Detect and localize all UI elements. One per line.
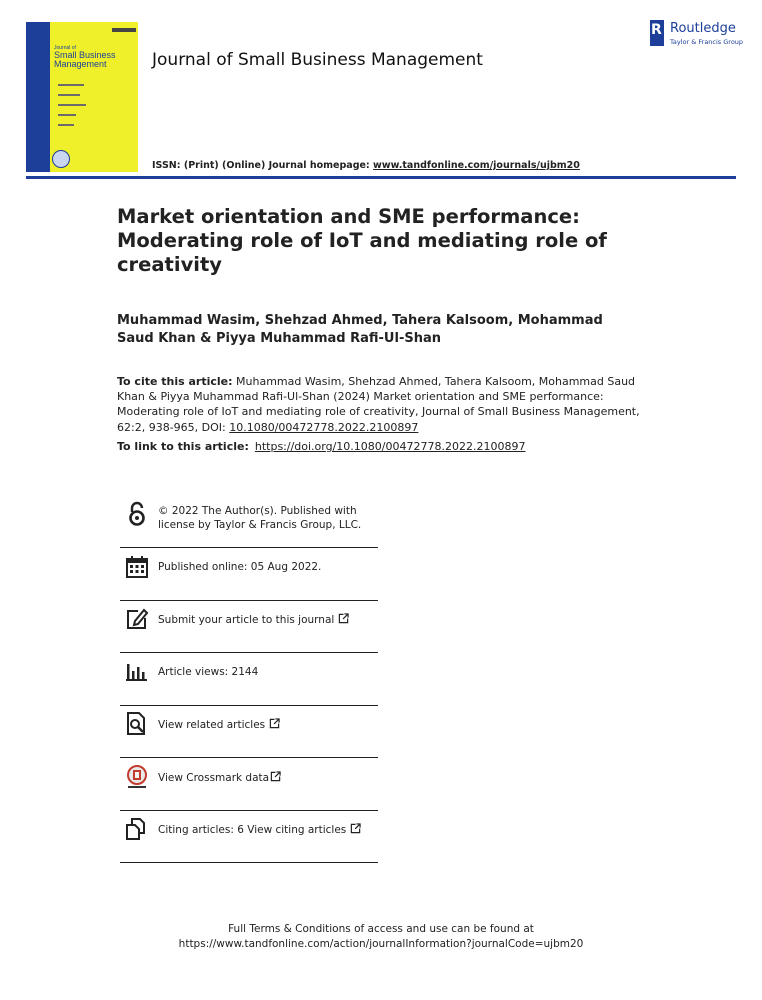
crossmark-link[interactable]: [158, 771, 373, 786]
external-link-icon: [269, 718, 280, 729]
citation-block: [117, 374, 662, 435]
related-text: View related articles: [158, 719, 266, 731]
article-title: Market orientation and SME performance: Moderating role of IoT and mediating role of creativity: [117, 205, 607, 276]
related-link[interactable]: [158, 718, 373, 733]
submit-item[interactable]: [120, 602, 378, 653]
publisher-name: Routledge: [670, 21, 736, 36]
cover-title: [54, 46, 138, 69]
cite-text: Muhammad Wasim, Shehzad Ahmed, Tahera Kalsoom, Mohammad Saud Khan & Piyya Muhammad Rafi-Ul-Shan (2024) Market orientation and SME performance: Moderating role of IoT and mediating role of creativity, Journal of Small Business Management, 62:2, 938-965, DOI:: [117, 375, 640, 434]
external-link-icon: [350, 823, 361, 834]
routledge-mark-icon: R: [650, 20, 664, 46]
link-label: To link to this article:: [117, 440, 249, 453]
citing-item[interactable]: [120, 812, 378, 863]
article-info-list: [120, 497, 378, 865]
crossmark-item[interactable]: [120, 760, 378, 811]
open-access-icon: [124, 501, 150, 527]
article-doi-link[interactable]: https://doi.org/10.1080/00472778.2022.2100897: [254, 440, 526, 453]
crossmark-text: View Crossmark data: [158, 771, 270, 784]
crossmark-icon: [124, 764, 150, 790]
header-divider: [26, 176, 736, 179]
issn-line: [152, 160, 580, 171]
cite-doi-link[interactable]: 10.1080/00472778.2022.2100897: [229, 420, 419, 434]
cover-title-line1: Journal of: [54, 45, 76, 51]
citing-link[interactable]: [158, 823, 373, 838]
submit-link[interactable]: [158, 613, 373, 628]
citing-articles-icon: [124, 816, 150, 842]
submit-text: Submit your article to this journal: [158, 614, 335, 626]
footer-terms-link[interactable]: https://www.tandfonline.com/action/journalInformation?journalCode=ujbm20: [178, 937, 584, 950]
terms-footer: [0, 922, 762, 951]
publisher-subtitle: Taylor & Francis Group: [670, 38, 744, 46]
views-text: Article views: 2144: [158, 665, 259, 678]
publisher-logo[interactable]: [650, 20, 750, 50]
footer-line1: Full Terms & Conditions of access and use can be found at: [228, 923, 534, 935]
link-line: [117, 440, 525, 453]
issn-text: ISSN: (Print) (Online) Journal homepage:: [152, 160, 374, 171]
cover-title-line2: Small Business Management: [54, 50, 116, 69]
license-item: [120, 497, 378, 548]
cover-seal-icon: [52, 150, 70, 168]
published-text: Published online: 05 Aug 2022.: [158, 560, 322, 573]
citing-text: Citing articles: 6 View citing articles: [158, 824, 347, 836]
calendar-icon: [124, 554, 150, 580]
edit-icon: [124, 606, 150, 632]
external-link-icon: [270, 771, 281, 782]
cite-label: To cite this article:: [117, 375, 233, 388]
article-authors: Muhammad Wasim, Shehzad Ahmed, Tahera Kalsoom, Mohammad Saud Khan & Piyya Muhammad Rafi-Ul-Shan: [117, 313, 603, 347]
license-text: © 2022 The Author(s). Published with license by Taylor & Francis Group, LLC.: [158, 505, 362, 531]
journal-cover: [26, 22, 138, 172]
external-link-icon: [338, 613, 349, 624]
search-document-icon: [124, 711, 150, 737]
cover-top-bar: [112, 28, 136, 32]
published-item: [120, 550, 378, 601]
related-item[interactable]: [120, 707, 378, 758]
journal-homepage-link[interactable]: www.tandfonline.com/journals/ujbm20: [373, 160, 580, 171]
cover-text-lines: [58, 84, 86, 134]
bar-chart-icon: [124, 659, 150, 685]
journal-name: Journal of Small Business Management: [152, 50, 483, 70]
cover-blue-band: [26, 22, 50, 172]
views-item: [120, 655, 378, 706]
